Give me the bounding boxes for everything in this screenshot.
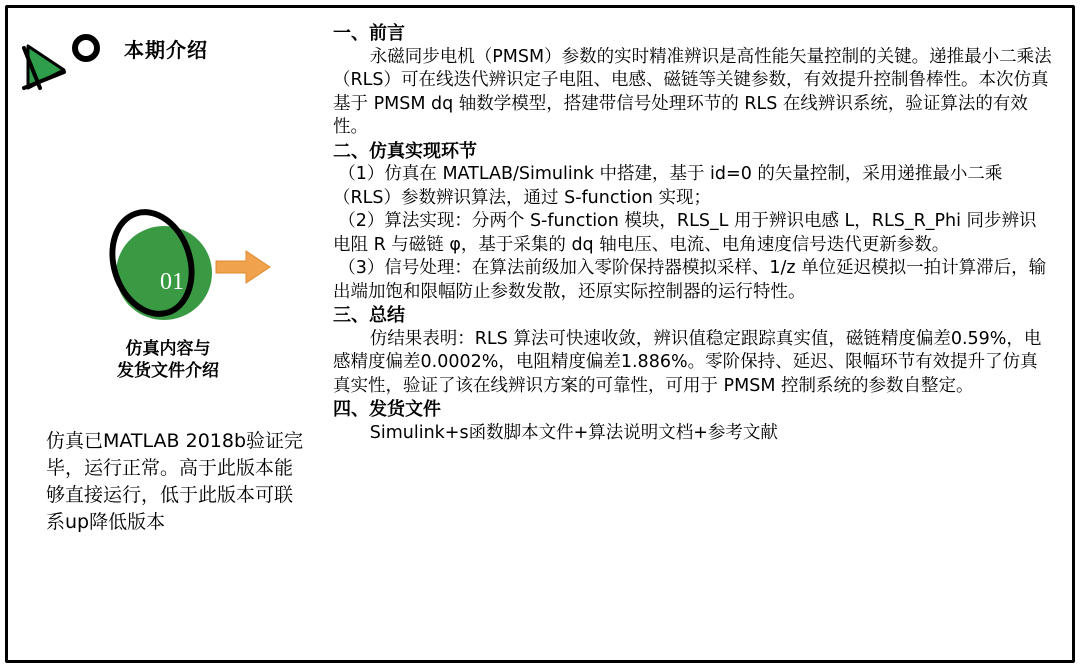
section-summary <box>333 304 1053 398</box>
issue-title: 本期介绍 <box>124 38 208 62</box>
caption-line-1: 仿真内容与 <box>125 339 211 359</box>
slide-frame <box>5 5 1075 663</box>
section-paragraph: 仿结果表明：RLS 算法可快速收敛，辨识值稳定跟踪真实值，磁链精度偏差0.59%，电感精度偏差0.0002%，电阻精度偏差1.886%。零阶保持、延迟、限幅环节有效提升了仿真真实性，验证了该在线辨识方案的可靠性，可用于 PMSM 控制系统的参数自整定。 <box>333 328 1042 396</box>
section-caption <box>8 338 328 382</box>
section-paragraph: （1）仿真在 MATLAB/Simulink 中搭建，基于 id=0 的矢量控制，采用递推最小二乘（RLS）参数辨识算法，通过 S-function 实现； <box>333 164 1003 208</box>
section-heading: 一、前言 <box>333 23 405 44</box>
section-heading: 四、发货文件 <box>333 399 441 420</box>
left-panel <box>8 8 333 660</box>
version-note: 仿真已MATLAB 2018b验证完毕，运行正常。高于此版本能够直接运行，低于此版本可联系up降低版本 <box>46 430 304 533</box>
caption-line-2: 发货文件介绍 <box>117 361 219 381</box>
section-paragraph: 永磁同步电机（PMSM）参数的实时精准辨识是高性能矢量控制的关键。递推最小二乘法（RLS）可在线迭代辨识定子电阻、电感、磁链等关键参数，有效提升控制鲁棒性。本次仿真基于 PMSM dq 轴数学模型，搭建带信号处理环节的 RLS 在线辨识系统，验证算法的有效性。 <box>333 46 1052 137</box>
section-deliverables <box>333 398 1053 445</box>
section-paragraph: （2）算法实现：分两个 S-function 模块，RLS_L 用于辨识电感 L，RLS_R_Phi 同步辨识电阻 R 与磁链 φ，基于采集的 dq 轴电压、电流、电角速度信号迭代更新参数。 <box>333 211 1037 255</box>
section-preface <box>333 22 1053 140</box>
section-implementation <box>333 140 1053 305</box>
section-paragraph: Simulink+s函数脚本文件+算法说明文档+参考文献 <box>369 422 778 443</box>
content-panel <box>333 22 1053 445</box>
section-paragraph: （3）信号处理：在算法前级加入零阶保持器模拟采样、1/z 单位延迟模拟一拍计算滞后，输出端加饱和限幅防止参数发散，还原实际控制器的运行特性。 <box>333 258 1047 302</box>
section-heading: 二、仿真实现环节 <box>333 140 477 162</box>
play-logo-icon <box>20 26 110 96</box>
section-heading: 三、总结 <box>333 305 405 326</box>
section-badge-icon <box>104 203 284 323</box>
badge-number: 01 <box>160 269 184 295</box>
